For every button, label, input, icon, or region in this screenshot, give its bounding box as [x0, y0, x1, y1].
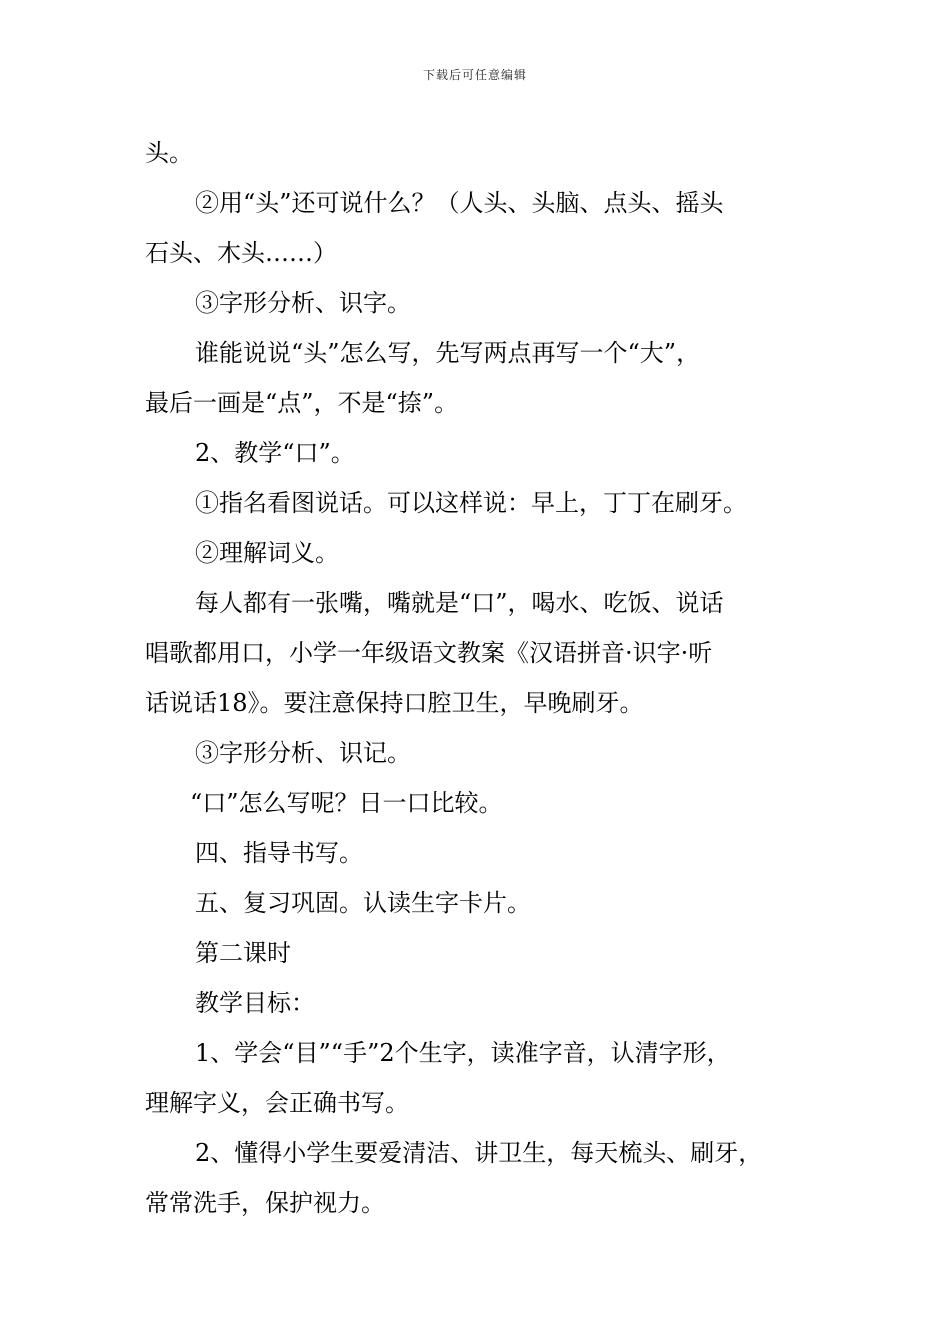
- document-body: [145, 128, 815, 1228]
- text-line: 常常洗手，保护视力。: [145, 1189, 385, 1217]
- text-line: 石头、木头……）: [145, 239, 337, 267]
- text-line: ③字形分析、识记。: [195, 739, 411, 767]
- text-line: 每人都有一张嘴，嘴就是“口”，喝水、吃饭、说话: [195, 589, 724, 617]
- text-line: 四、指导书写。: [195, 839, 363, 867]
- text-line: 第二课时: [195, 939, 291, 967]
- text-line: 理解字义，会正确书写。: [145, 1089, 409, 1117]
- text-line: 2、教学“口”。: [195, 439, 355, 467]
- text-line: ②理解词义。: [195, 539, 339, 567]
- text-line: 唱歌都用口，小学一年级语文教案《汉语拼音·识字·听: [145, 639, 713, 667]
- text-line: ②用“头”还可说什么？（人头、头脑、点头、摇头: [195, 189, 724, 217]
- text-line: 话说话18》。要注意保持口腔卫生，早晚刷牙。: [145, 689, 644, 717]
- text-line: 最后一画是“点”，不是“捺”。: [145, 389, 459, 417]
- text-line: “口”怎么写呢？日一口比较。: [190, 789, 503, 817]
- page-header: 下载后可任意编辑: [422, 68, 527, 82]
- text-line: ①指名看图说话。可以这样说：早上，丁丁在刷牙。: [195, 489, 747, 517]
- text-line: ③字形分析、识字。: [195, 289, 411, 317]
- text-line: 头。: [145, 139, 193, 167]
- text-line: 1、学会“目”“手”2个生字，读准字音，认清字形，: [195, 1039, 731, 1067]
- text-line: 教学目标：: [195, 989, 315, 1017]
- text-line: 五、复习巩固。认读生字卡片。: [195, 889, 531, 917]
- text-line: 谁能说说“头”怎么写，先写两点再写一个“大”，: [195, 339, 701, 367]
- text-line: 2、懂得小学生要爱清洁、讲卫生，每天梳头、刷牙，: [195, 1139, 763, 1167]
